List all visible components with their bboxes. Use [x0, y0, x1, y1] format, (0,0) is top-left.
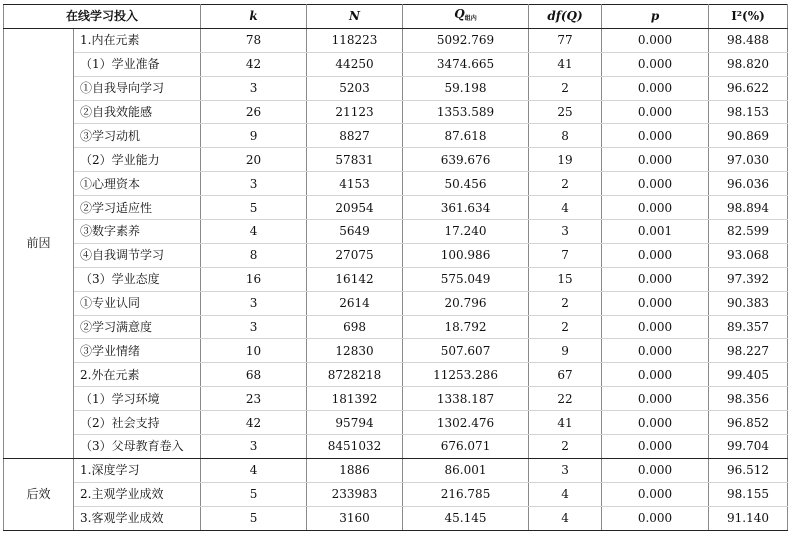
header-q-main: Q: [454, 6, 465, 21]
row-label: ①专业认同: [74, 291, 201, 315]
cell-n: 5649: [307, 220, 403, 244]
row-label: ②自我效能感: [74, 100, 201, 124]
cell-k: 3: [201, 76, 307, 100]
row-label: （3）学业态度: [74, 267, 201, 291]
cell-p: 0.000: [602, 243, 709, 267]
cell-n: 118223: [307, 28, 403, 52]
cell-k: 3: [201, 435, 307, 459]
cell-k: 42: [201, 52, 307, 76]
cell-q: 20.796: [403, 291, 529, 315]
cell-i2: 90.869: [709, 124, 788, 148]
cell-n: 20954: [307, 196, 403, 220]
cell-i2: 96.622: [709, 76, 788, 100]
row-label: （3）父母教育卷入: [74, 435, 201, 459]
cell-p: 0.000: [602, 339, 709, 363]
header-k: k: [201, 5, 307, 29]
table-row: [4, 506, 788, 530]
cell-p: 0.000: [602, 196, 709, 220]
cell-i2: 96.036: [709, 172, 788, 196]
cell-p: 0.000: [602, 148, 709, 172]
cell-p: 0.000: [602, 458, 709, 482]
cell-k: 3: [201, 172, 307, 196]
row-label: 1.深度学习: [74, 458, 201, 482]
cell-q: 11253.286: [403, 363, 529, 387]
cell-n: 8451032: [307, 435, 403, 459]
cell-n: 16142: [307, 267, 403, 291]
cell-i2: 97.392: [709, 267, 788, 291]
cell-q: 87.618: [403, 124, 529, 148]
table-row: [4, 124, 788, 148]
cell-q: 3474.665: [403, 52, 529, 76]
table-row: [4, 172, 788, 196]
cell-k: 4: [201, 458, 307, 482]
table-row: [4, 291, 788, 315]
cell-n: 2614: [307, 291, 403, 315]
table-row: [4, 411, 788, 435]
cell-k: 68: [201, 363, 307, 387]
cell-q: 507.607: [403, 339, 529, 363]
cell-df: 4: [529, 482, 602, 506]
cell-i2: 93.068: [709, 243, 788, 267]
cell-k: 20: [201, 148, 307, 172]
cell-n: 21123: [307, 100, 403, 124]
cell-k: 5: [201, 196, 307, 220]
cell-n: 233983: [307, 482, 403, 506]
row-label: ③学习动机: [74, 124, 201, 148]
cell-df: 8: [529, 124, 602, 148]
cell-i2: 97.030: [709, 148, 788, 172]
cell-df: 2: [529, 435, 602, 459]
table-row: [4, 52, 788, 76]
cell-n: 57831: [307, 148, 403, 172]
header-online-learning-engagement: 在线学习投入: [4, 5, 201, 29]
table-container: [3, 4, 787, 531]
cell-i2: 98.155: [709, 482, 788, 506]
group-label: 后效: [4, 458, 74, 530]
cell-k: 42: [201, 411, 307, 435]
cell-df: 3: [529, 458, 602, 482]
cell-i2: 98.488: [709, 28, 788, 52]
cell-i2: 98.820: [709, 52, 788, 76]
cell-i2: 99.704: [709, 435, 788, 459]
row-label: ②学习适应性: [74, 196, 201, 220]
header-n: N: [307, 5, 403, 29]
cell-n: 1886: [307, 458, 403, 482]
cell-p: 0.000: [602, 76, 709, 100]
cell-p: 0.000: [602, 291, 709, 315]
table-row: [4, 243, 788, 267]
cell-p: 0.000: [602, 363, 709, 387]
cell-n: 12830: [307, 339, 403, 363]
cell-q: 5092.769: [403, 28, 529, 52]
cell-i2: 98.153: [709, 100, 788, 124]
cell-q: 100.986: [403, 243, 529, 267]
cell-k: 10: [201, 339, 307, 363]
cell-i2: 98.227: [709, 339, 788, 363]
cell-p: 0.001: [602, 220, 709, 244]
table-row: [4, 363, 788, 387]
cell-p: 0.000: [602, 506, 709, 530]
table-body: [4, 28, 788, 530]
cell-df: 2: [529, 315, 602, 339]
cell-k: 5: [201, 482, 307, 506]
cell-df: 2: [529, 76, 602, 100]
cell-df: 22: [529, 387, 602, 411]
cell-p: 0.000: [602, 387, 709, 411]
table-row: [4, 458, 788, 482]
cell-k: 5: [201, 506, 307, 530]
cell-n: 95794: [307, 411, 403, 435]
cell-q: 1302.476: [403, 411, 529, 435]
cell-df: 19: [529, 148, 602, 172]
cell-df: 3: [529, 220, 602, 244]
row-label: ①心理资本: [74, 172, 201, 196]
row-label: （1）学业准备: [74, 52, 201, 76]
row-label: 2.主观学业成效: [74, 482, 201, 506]
cell-p: 0.000: [602, 267, 709, 291]
table-row: [4, 387, 788, 411]
cell-n: 3160: [307, 506, 403, 530]
row-label: ③数字素养: [74, 220, 201, 244]
row-label: ②学习满意度: [74, 315, 201, 339]
table-header: [4, 5, 788, 29]
cell-i2: 89.357: [709, 315, 788, 339]
table-row: [4, 435, 788, 459]
header-p: p: [602, 5, 709, 29]
table-row: [4, 148, 788, 172]
cell-q: 18.792: [403, 315, 529, 339]
cell-q: 1353.589: [403, 100, 529, 124]
table-row: [4, 482, 788, 506]
cell-q: 50.456: [403, 172, 529, 196]
row-label: （2）社会支持: [74, 411, 201, 435]
cell-p: 0.000: [602, 52, 709, 76]
row-label: （1）学习环境: [74, 387, 201, 411]
row-label: 1.内在元素: [74, 28, 201, 52]
cell-n: 27075: [307, 243, 403, 267]
header-q-subscript: 组内: [464, 14, 477, 22]
cell-n: 8827: [307, 124, 403, 148]
table-row: [4, 315, 788, 339]
cell-p: 0.000: [602, 100, 709, 124]
table-row: [4, 100, 788, 124]
table-row: [4, 28, 788, 52]
cell-n: 4153: [307, 172, 403, 196]
header-i2: I²(%): [709, 5, 788, 29]
cell-df: 41: [529, 411, 602, 435]
header-q: [403, 5, 529, 29]
cell-q: 45.145: [403, 506, 529, 530]
table-row: [4, 339, 788, 363]
cell-q: 59.198: [403, 76, 529, 100]
cell-p: 0.000: [602, 124, 709, 148]
cell-p: 0.000: [602, 28, 709, 52]
cell-q: 639.676: [403, 148, 529, 172]
cell-n: 44250: [307, 52, 403, 76]
meta-analysis-table: [3, 4, 788, 531]
table-row: [4, 267, 788, 291]
table-row: [4, 196, 788, 220]
cell-k: 3: [201, 315, 307, 339]
row-label: ①自我导向学习: [74, 76, 201, 100]
cell-p: 0.000: [602, 411, 709, 435]
cell-i2: 98.356: [709, 387, 788, 411]
cell-k: 16: [201, 267, 307, 291]
cell-q: 676.071: [403, 435, 529, 459]
cell-n: 698: [307, 315, 403, 339]
table-row: [4, 220, 788, 244]
cell-df: 7: [529, 243, 602, 267]
cell-df: 25: [529, 100, 602, 124]
cell-df: 15: [529, 267, 602, 291]
cell-p: 0.000: [602, 482, 709, 506]
cell-k: 78: [201, 28, 307, 52]
cell-df: 77: [529, 28, 602, 52]
cell-p: 0.000: [602, 315, 709, 339]
row-label: 3.客观学业成效: [74, 506, 201, 530]
cell-q: 361.634: [403, 196, 529, 220]
cell-k: 26: [201, 100, 307, 124]
cell-df: 4: [529, 196, 602, 220]
cell-i2: 96.852: [709, 411, 788, 435]
row-label: ④自我调节学习: [74, 243, 201, 267]
cell-i2: 96.512: [709, 458, 788, 482]
cell-p: 0.000: [602, 172, 709, 196]
row-label: 2.外在元素: [74, 363, 201, 387]
row-label: （2）学业能力: [74, 148, 201, 172]
cell-i2: 91.140: [709, 506, 788, 530]
cell-k: 3: [201, 291, 307, 315]
header-row: [4, 5, 788, 29]
cell-df: 67: [529, 363, 602, 387]
cell-n: 5203: [307, 76, 403, 100]
cell-q: 216.785: [403, 482, 529, 506]
cell-df: 2: [529, 172, 602, 196]
cell-k: 9: [201, 124, 307, 148]
cell-i2: 90.383: [709, 291, 788, 315]
cell-df: 4: [529, 506, 602, 530]
cell-k: 8: [201, 243, 307, 267]
cell-q: 1338.187: [403, 387, 529, 411]
table-row: [4, 76, 788, 100]
cell-i2: 98.894: [709, 196, 788, 220]
cell-df: 9: [529, 339, 602, 363]
cell-q: 17.240: [403, 220, 529, 244]
cell-n: 8728218: [307, 363, 403, 387]
cell-k: 4: [201, 220, 307, 244]
cell-n: 181392: [307, 387, 403, 411]
cell-df: 41: [529, 52, 602, 76]
cell-k: 23: [201, 387, 307, 411]
cell-i2: 99.405: [709, 363, 788, 387]
cell-q: 86.001: [403, 458, 529, 482]
cell-i2: 82.599: [709, 220, 788, 244]
cell-p: 0.000: [602, 435, 709, 459]
cell-df: 2: [529, 291, 602, 315]
row-label: ③学业情绪: [74, 339, 201, 363]
header-df: df(Q): [529, 5, 602, 29]
cell-q: 575.049: [403, 267, 529, 291]
group-label: 前因: [4, 28, 74, 458]
